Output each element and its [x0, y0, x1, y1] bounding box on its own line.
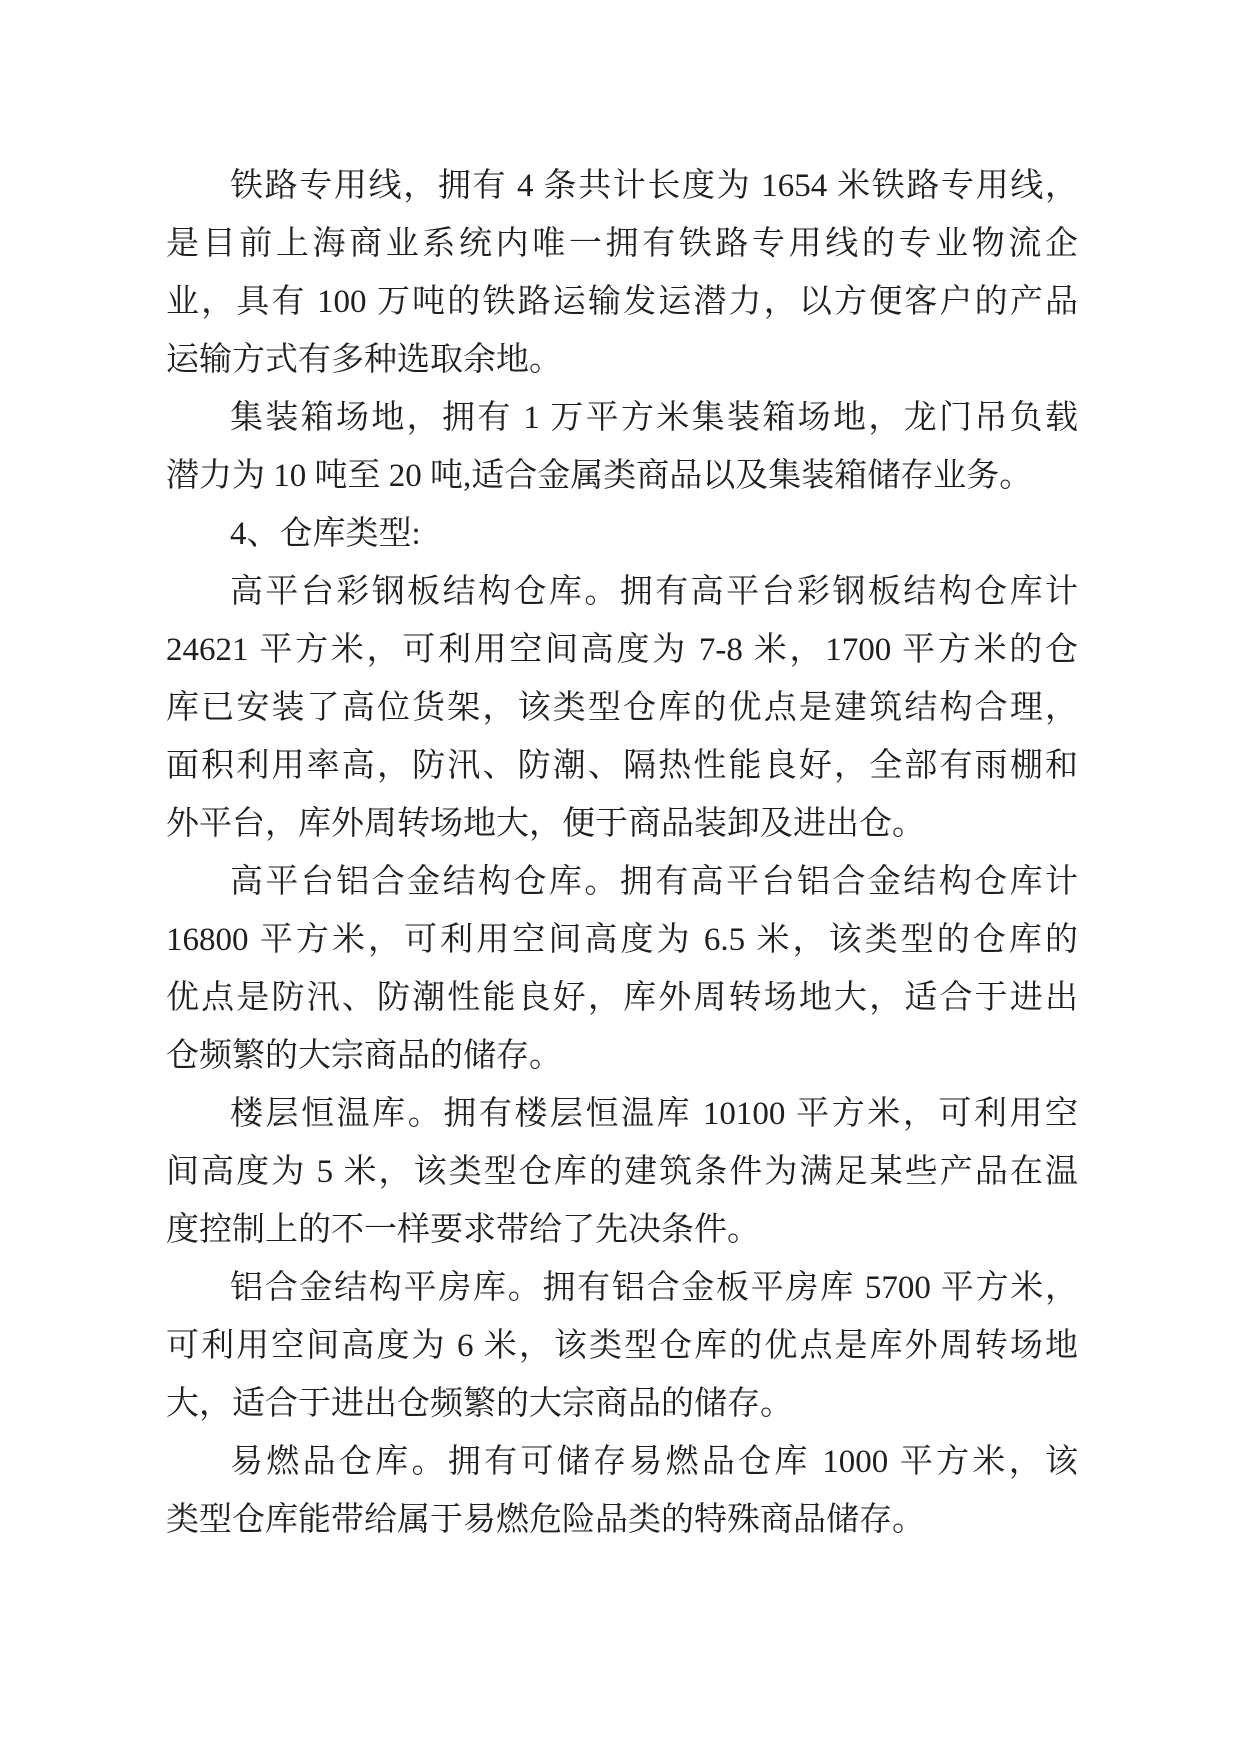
paragraph-bungalow-warehouse-line-1: 铝合金结构平房库。拥有铝合金板平房库 5700 平方米， [230, 1270, 1078, 1306]
paragraph-steel-warehouse-line-3: 库已安装了高位货架，该类型仓库的优点是建筑结构合理， [166, 690, 1078, 726]
paragraph-aluminum-warehouse-line-3: 优点是防汛、防潮性能良好，库外周转场地大，适合于进出 [166, 980, 1078, 1016]
section-heading-warehouse-types: 4、仓库类型: [230, 516, 421, 552]
paragraph-steel-warehouse-line-1: 高平台彩钢板结构仓库。拥有高平台彩钢板结构仓库计 [230, 574, 1078, 610]
paragraph-container-yard-line-2: 潜力为 10 吨至 20 吨,适合金属类商品以及集装箱储存业务。 [166, 458, 1033, 494]
paragraph-aluminum-warehouse-line-4: 仓频繁的大宗商品的储存。 [166, 1038, 562, 1074]
paragraph-constant-temp-line-2: 间高度为 5 米，该类型仓库的建筑条件为满足某些产品在温 [166, 1154, 1078, 1190]
paragraph-constant-temp-line-3: 度控制上的不一样要求带给了先决条件。 [166, 1212, 760, 1248]
paragraph-flammable-warehouse-line-1: 易燃品仓库。拥有可储存易燃品仓库 1000 平方米，该 [230, 1444, 1078, 1480]
paragraph-bungalow-warehouse-line-3: 大，适合于进出仓频繁的大宗商品的储存。 [166, 1386, 793, 1422]
paragraph-bungalow-warehouse-line-2: 可利用空间高度为 6 米，该类型仓库的优点是库外周转场地 [166, 1328, 1078, 1364]
paragraph-aluminum-warehouse-line-1: 高平台铝合金结构仓库。拥有高平台铝合金结构仓库计 [230, 864, 1078, 900]
paragraph-steel-warehouse-line-5: 外平台，库外周转场地大，便于商品装卸及进出仓。 [166, 806, 925, 842]
paragraph-rail-line-1: 铁路专用线，拥有 4 条共计长度为 1654 米铁路专用线， [230, 168, 1078, 204]
paragraph-steel-warehouse-line-2: 24621 平方米，可利用空间高度为 7-8 米，1700 平方米的仓 [166, 632, 1078, 668]
paragraph-container-yard-line-1: 集装箱场地，拥有 1 万平方米集装箱场地，龙门吊负载 [230, 400, 1078, 436]
paragraph-flammable-warehouse-line-2: 类型仓库能带给属于易燃危险品类的特殊商品储存。 [166, 1502, 925, 1538]
paragraph-rail-line-3: 业，具有 100 万吨的铁路运输发运潜力，以方便客户的产品 [166, 284, 1078, 320]
paragraph-rail-line-2: 是目前上海商业系统内唯一拥有铁路专用线的专业物流企 [166, 226, 1078, 262]
paragraph-steel-warehouse-line-4: 面积利用率高，防汛、防潮、隔热性能良好，全部有雨棚和 [166, 748, 1078, 784]
paragraph-constant-temp-line-1: 楼层恒温库。拥有楼层恒温库 10100 平方米，可利用空 [230, 1096, 1078, 1132]
paragraph-rail-line-4: 运输方式有多种选取余地。 [166, 342, 562, 378]
paragraph-aluminum-warehouse-line-2: 16800 平方米，可利用空间高度为 6.5 米，该类型的仓库的 [166, 922, 1078, 958]
document-body [166, 157, 1078, 1549]
